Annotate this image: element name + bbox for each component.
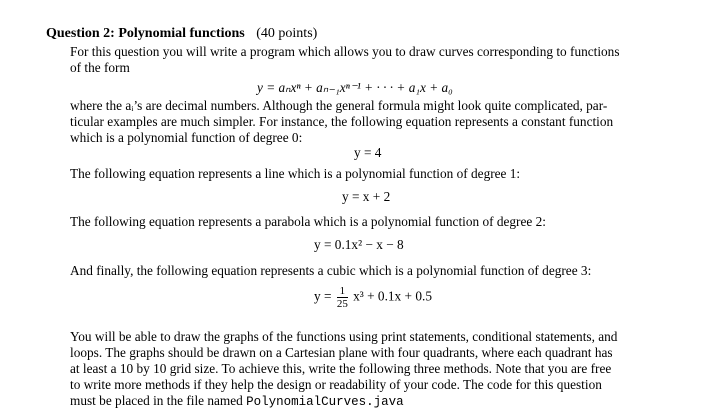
cubic-description: And finally, the following equation represents a cubic which is a polynomial function of degree 3: <box>70 263 592 278</box>
equation-cubic-rhs: x³ + 0.1x + 0.5 <box>353 288 432 304</box>
general-equation: y = aₙxⁿ + aₙ₋₁xⁿ⁻¹ + · · · + a₁x + a₀ <box>257 80 453 95</box>
line-description: The following equation represents a line which is a polynomial function of degree 1: <box>70 166 521 181</box>
question-label: Question 2: Polynomial functions <box>46 26 245 41</box>
closing-line-3: at least a 10 by 10 grid size. To achieve this, write the following three methods. Note that you are free <box>70 361 612 376</box>
question-heading <box>46 26 317 42</box>
closing-line-4: to write more methods if they help the design or readability of your code. The code for this question <box>70 377 602 392</box>
closing-line-1: You will be able to draw the graphs of the functions using print statements, conditional statements, and <box>70 329 618 344</box>
intro-line-2: of the form <box>70 60 130 75</box>
parabola-description: The following equation represents a parabola which is a polynomial function of degree 2: <box>70 214 546 229</box>
closing-line-5 <box>70 393 404 410</box>
equation-cubic-fraction <box>337 285 348 310</box>
closing-line-5-text: must be placed in the file named <box>70 393 243 408</box>
question-points: (40 points) <box>256 26 318 41</box>
equation-cubic-lhs: y = <box>314 288 332 304</box>
closing-line-2: loops. The graphs should be drawn on a Cartesian plane with four quadrants, where each quadrant has <box>70 345 613 360</box>
equation-parabola: y = 0.1x² − x − 8 <box>314 237 404 252</box>
intro-line-1: For this question you will write a program which allows you to draw curves corresponding to functions <box>70 44 620 59</box>
equation-constant: y = 4 <box>354 145 382 160</box>
fraction-numerator: 1 <box>337 285 348 298</box>
filename: PolynomialCurves.java <box>246 395 404 409</box>
explanation-line-2: ticular examples are much simpler. For instance, the following equation represents a constant function <box>70 114 614 129</box>
explanation-line-1: where the aᵢ’s are decimal numbers. Although the general formula might look quite complicated, par- <box>70 98 608 113</box>
equation-line: y = x + 2 <box>342 189 391 204</box>
fraction-denominator: 25 <box>336 298 348 310</box>
equation-cubic <box>314 285 432 310</box>
explanation-line-3: which is a polynomial function of degree 0: <box>70 130 303 145</box>
